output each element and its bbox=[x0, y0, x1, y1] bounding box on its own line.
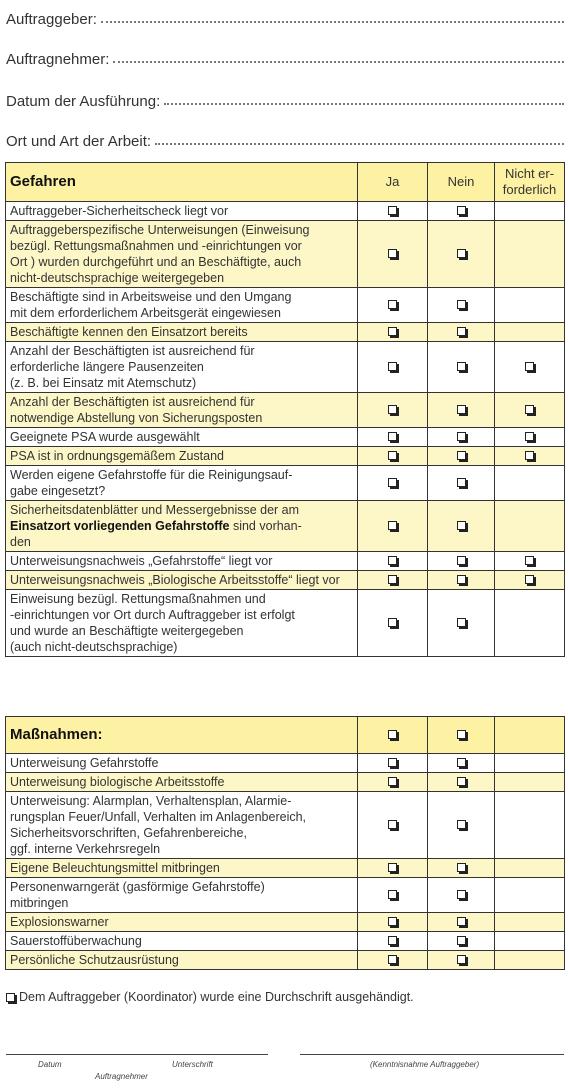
checkbox-nicht-erforderlich[interactable] bbox=[495, 447, 565, 466]
row-label bbox=[6, 428, 358, 447]
row-text-line: Beschäftigte sind in Arbeitsweise und den Umgang bbox=[10, 290, 292, 304]
row-text-line: bezügl. Rettungsmaßnahmen und -einrichtungen vor bbox=[10, 239, 302, 253]
row-label bbox=[6, 859, 358, 878]
row-text-line: mit dem erforderlichem Arbeitsgerät eingewiesen bbox=[10, 306, 281, 320]
checkbox-ja[interactable] bbox=[358, 501, 428, 552]
row-text-line: notwendige Abstellung von Sicherungsposten bbox=[10, 411, 263, 425]
empty-cell bbox=[495, 754, 565, 773]
gefahren-row bbox=[6, 221, 565, 288]
row-text-line: mitbringen bbox=[10, 896, 69, 910]
col-nicht-erforderlich: Nicht er- forderlich bbox=[495, 163, 565, 202]
row-text-line: Beschäftigte kennen den Einsatzort bereits bbox=[10, 325, 248, 339]
checkbox-nein[interactable] bbox=[428, 202, 495, 221]
row-label bbox=[6, 393, 358, 428]
row-text-line: den bbox=[10, 535, 31, 549]
row-label bbox=[6, 323, 358, 342]
checkbox-nein[interactable] bbox=[428, 878, 495, 913]
checkbox-icon[interactable] bbox=[388, 777, 397, 786]
empty-cell bbox=[495, 466, 565, 501]
checkbox-icon[interactable] bbox=[525, 362, 534, 371]
checkbox-icon[interactable] bbox=[457, 327, 466, 336]
gefahren-body bbox=[6, 202, 565, 657]
label-auftragnehmer: Auftragnehmer bbox=[95, 1072, 148, 1081]
row-text-line: Unterweisung biologische Arbeitsstoffe bbox=[10, 775, 225, 789]
empty-cell bbox=[495, 773, 565, 792]
label-datum: Datum bbox=[38, 1060, 62, 1069]
dotted-line bbox=[101, 20, 564, 23]
checkbox-nein[interactable] bbox=[428, 754, 495, 773]
checkbox-nein[interactable] bbox=[428, 221, 495, 288]
checkbox-icon[interactable] bbox=[525, 432, 534, 441]
checkbox-icon[interactable] bbox=[388, 820, 397, 829]
dotted-line bbox=[164, 102, 564, 105]
checkbox-icon[interactable] bbox=[457, 863, 466, 872]
gefahren-row bbox=[6, 447, 565, 466]
checkbox-ja[interactable] bbox=[358, 393, 428, 428]
row-text-line: (auch nicht-deutschsprachige) bbox=[10, 640, 178, 654]
gefahren-row bbox=[6, 202, 565, 221]
massnahmen-row bbox=[6, 878, 565, 913]
checkbox-ja[interactable] bbox=[358, 590, 428, 657]
massnahmen-header-row bbox=[6, 717, 565, 754]
row-text-line: Unterweisungsnachweis „Biologische Arbeitsstoffe“ liegt vor bbox=[10, 573, 340, 587]
row-text-line: Personenwarngerät (gasförmige Gefahrstoffe) bbox=[10, 880, 265, 894]
checkbox-nein[interactable] bbox=[428, 501, 495, 552]
checkbox-icon[interactable] bbox=[388, 575, 397, 584]
empty-cell bbox=[495, 590, 565, 657]
empty-cell bbox=[495, 792, 565, 859]
row-text-line: Unterweisung Gefahrstoffe bbox=[10, 756, 159, 770]
signature-line-auftragnehmer bbox=[6, 1054, 268, 1055]
gefahren-header-row bbox=[6, 163, 565, 202]
checkbox-nein[interactable] bbox=[428, 571, 495, 590]
checkbox-nein[interactable] bbox=[428, 773, 495, 792]
checkbox-nicht-erforderlich[interactable] bbox=[495, 428, 565, 447]
gefahren-row bbox=[6, 428, 565, 447]
checkbox-nein[interactable] bbox=[428, 792, 495, 859]
checkbox-nein[interactable] bbox=[428, 932, 495, 951]
dotted-line bbox=[155, 142, 564, 145]
checkbox-nicht-erforderlich[interactable] bbox=[495, 393, 565, 428]
checkbox-nein[interactable] bbox=[428, 859, 495, 878]
checkbox-ja[interactable] bbox=[358, 552, 428, 571]
checkbox-nicht-erforderlich[interactable] bbox=[495, 571, 565, 590]
checkbox-nicht-erforderlich[interactable] bbox=[495, 552, 565, 571]
checkbox-icon[interactable] bbox=[388, 206, 397, 215]
checkbox-icon[interactable] bbox=[388, 300, 397, 309]
checkbox-ja[interactable] bbox=[358, 951, 428, 970]
checkbox-icon[interactable] bbox=[388, 249, 397, 258]
checkbox-nein[interactable] bbox=[428, 342, 495, 393]
checkbox-ja[interactable] bbox=[358, 202, 428, 221]
row-label bbox=[6, 571, 358, 590]
row-label bbox=[6, 913, 358, 932]
checkbox-icon[interactable] bbox=[388, 432, 397, 441]
checkbox-durchschrift[interactable] bbox=[6, 993, 15, 1002]
checkbox-icon[interactable] bbox=[457, 300, 466, 309]
checkbox-icon[interactable] bbox=[525, 556, 534, 565]
checkbox-icon[interactable] bbox=[457, 777, 466, 786]
row-label bbox=[6, 590, 358, 657]
checkbox-icon[interactable] bbox=[457, 249, 466, 258]
label-kenntnisnahme: (Kenntnisnahme Auftraggeber) bbox=[370, 1060, 480, 1069]
checkbox-icon[interactable] bbox=[457, 478, 466, 487]
checkbox-ja[interactable] bbox=[358, 288, 428, 323]
checkbox-icon[interactable] bbox=[388, 890, 397, 899]
empty-cell bbox=[495, 717, 565, 754]
empty-cell bbox=[495, 221, 565, 288]
checkbox-nein[interactable] bbox=[428, 590, 495, 657]
checkbox-icon[interactable] bbox=[457, 758, 466, 767]
row-label bbox=[6, 552, 358, 571]
checkbox-ja[interactable] bbox=[358, 447, 428, 466]
checkbox-nein[interactable] bbox=[428, 428, 495, 447]
checkbox-nein[interactable] bbox=[428, 447, 495, 466]
row-label bbox=[6, 792, 358, 859]
col-nein: Nein bbox=[428, 163, 495, 202]
checkbox-icon[interactable] bbox=[457, 955, 466, 964]
copy-note bbox=[6, 990, 562, 1004]
massnahmen-row bbox=[6, 859, 565, 878]
col-ja: Ja bbox=[358, 163, 428, 202]
checkbox-icon[interactable] bbox=[388, 936, 397, 945]
checkbox-icon[interactable] bbox=[388, 618, 397, 627]
gefahren-row bbox=[6, 501, 565, 552]
checkbox-icon[interactable] bbox=[388, 521, 397, 530]
row-label bbox=[6, 288, 358, 323]
checkbox-nein[interactable] bbox=[428, 288, 495, 323]
checkbox-ja[interactable] bbox=[358, 913, 428, 932]
checkbox-nicht-erforderlich[interactable] bbox=[495, 342, 565, 393]
checkbox-icon[interactable] bbox=[457, 362, 466, 371]
row-label bbox=[6, 501, 358, 552]
row-label bbox=[6, 221, 358, 288]
checkbox-icon[interactable] bbox=[388, 327, 397, 336]
checkbox-icon[interactable] bbox=[457, 432, 466, 441]
row-text-line: Auftraggeber-Sicherheitscheck liegt vor bbox=[10, 204, 229, 218]
row-text-line: rungsplan Feuer/Unfall, Verhalten im Anlagenbereich, bbox=[10, 810, 307, 824]
row-text-bold: Einsatzort vorliegenden Gefahrstoffe bbox=[10, 519, 230, 533]
massnahmen-row bbox=[6, 913, 565, 932]
checkbox-ja[interactable] bbox=[358, 859, 428, 878]
row-text-line: Unterweisung: Alarmplan, Verhaltensplan, Alarmie- bbox=[10, 794, 292, 808]
gefahren-row bbox=[6, 466, 565, 501]
row-label bbox=[6, 951, 358, 970]
checkbox-icon[interactable] bbox=[457, 206, 466, 215]
row-text-line: Sicherheitsdatenblätter und Messergebnisse der am bbox=[10, 503, 300, 517]
checkbox-ja[interactable] bbox=[358, 428, 428, 447]
checkbox-ja[interactable] bbox=[358, 466, 428, 501]
row-label bbox=[6, 754, 358, 773]
checkbox-nein[interactable] bbox=[428, 393, 495, 428]
massnahmen-row bbox=[6, 754, 565, 773]
checkbox-ja[interactable] bbox=[358, 221, 428, 288]
checkbox-ja[interactable] bbox=[358, 878, 428, 913]
row-text-line: Geeignete PSA wurde ausgewählt bbox=[10, 430, 200, 444]
checkbox-icon[interactable] bbox=[457, 890, 466, 899]
gefahren-title: Gefahren bbox=[6, 163, 358, 202]
row-text-line: -einrichtungen vor Ort durch Auftraggeber ist erfolgt bbox=[10, 608, 295, 622]
checkbox-icon[interactable] bbox=[457, 556, 466, 565]
gefahren-row bbox=[6, 288, 565, 323]
row-label bbox=[6, 342, 358, 393]
checkbox-nein[interactable] bbox=[428, 323, 495, 342]
checkbox-icon[interactable] bbox=[457, 618, 466, 627]
checkbox-icon[interactable] bbox=[388, 405, 397, 414]
checkbox-ja[interactable] bbox=[358, 571, 428, 590]
checkbox-icon[interactable] bbox=[457, 521, 466, 530]
empty-cell bbox=[495, 913, 565, 932]
checkbox-icon[interactable] bbox=[525, 575, 534, 584]
gefahren-row bbox=[6, 323, 565, 342]
row-text-line: (z. B. bei Einsatz mit Atemschutz) bbox=[10, 376, 197, 390]
field-label: Auftragnehmer: bbox=[6, 51, 110, 68]
checkbox-icon[interactable] bbox=[457, 917, 466, 926]
row-text-line: PSA ist in ordnungsgemäßem Zustand bbox=[10, 449, 225, 463]
gefahren-row bbox=[6, 552, 565, 571]
gefahren-row bbox=[6, 342, 565, 393]
massnahmen-title: Maßnahmen: bbox=[6, 717, 358, 754]
row-text-line: Sauerstoffüberwachung bbox=[10, 934, 142, 948]
row-label bbox=[6, 447, 358, 466]
row-text-line: Einweisung bezügl. Rettungsmaßnahmen und bbox=[10, 592, 266, 606]
row-label bbox=[6, 466, 358, 501]
checkbox-nein[interactable] bbox=[428, 951, 495, 970]
signature-line-auftraggeber bbox=[300, 1054, 564, 1055]
field-auftraggeber[interactable] bbox=[6, 0, 564, 28]
empty-cell bbox=[495, 878, 565, 913]
empty-cell bbox=[495, 859, 565, 878]
label-unterschrift: Unterschrift bbox=[172, 1060, 213, 1069]
gefahren-row bbox=[6, 393, 565, 428]
row-text-line: sind vorhan- bbox=[229, 519, 302, 533]
checkbox-icon[interactable] bbox=[388, 955, 397, 964]
row-text-line: Persönliche Schutzausrüstung bbox=[10, 953, 179, 967]
row-label bbox=[6, 202, 358, 221]
gefahren-row bbox=[6, 571, 565, 590]
empty-cell bbox=[495, 951, 565, 970]
checkbox-nein[interactable] bbox=[428, 552, 495, 571]
row-text-line: Anzahl der Beschäftigten ist ausreichend für bbox=[10, 395, 255, 409]
checkbox-ja[interactable] bbox=[358, 323, 428, 342]
checkbox-icon[interactable] bbox=[388, 758, 397, 767]
empty-cell bbox=[495, 202, 565, 221]
copy-note-text: Dem Auftraggeber (Koordinator) wurde eine Durchschrift ausgehändigt. bbox=[19, 990, 414, 1004]
checkbox-nein[interactable] bbox=[428, 466, 495, 501]
row-text-line: Anzahl der Beschäftigten ist ausreichend für bbox=[10, 344, 255, 358]
checkbox-icon[interactable] bbox=[388, 863, 397, 872]
row-text-line: Ort ) wurden durchgeführt und an Beschäftigte, auch bbox=[10, 255, 302, 269]
field-label: Auftraggeber: bbox=[6, 11, 97, 28]
checkbox-icon[interactable] bbox=[457, 936, 466, 945]
field-label: Datum der Ausführung: bbox=[6, 93, 161, 110]
row-label bbox=[6, 932, 358, 951]
row-text-line: nicht-deutschsprachige weitergegeben bbox=[10, 271, 225, 285]
row-text-line: Unterweisungsnachweis „Gefahrstoffe“ liegt vor bbox=[10, 554, 273, 568]
checkbox-icon[interactable] bbox=[525, 405, 534, 414]
checkbox-icon[interactable] bbox=[388, 917, 397, 926]
checkbox-nein[interactable] bbox=[428, 717, 495, 754]
checkbox-ja[interactable] bbox=[358, 754, 428, 773]
row-text-line: gabe eingesetzt? bbox=[10, 484, 106, 498]
checkbox-icon[interactable] bbox=[388, 362, 397, 371]
massnahmen-table bbox=[5, 716, 565, 970]
field-auftragnehmer[interactable] bbox=[6, 40, 564, 68]
massnahmen-row bbox=[6, 951, 565, 970]
checkbox-icon[interactable] bbox=[457, 820, 466, 829]
massnahmen-row bbox=[6, 792, 565, 859]
field-ort-art[interactable] bbox=[6, 122, 564, 150]
empty-cell bbox=[495, 323, 565, 342]
row-text-line: Auftraggeberspezifische Unterweisungen (Einweisung bbox=[10, 223, 310, 237]
massnahmen-row bbox=[6, 773, 565, 792]
row-text-line: ggf. interne Verkehrsregeln bbox=[10, 842, 161, 856]
checkbox-nein[interactable] bbox=[428, 913, 495, 932]
massnahmen-body bbox=[6, 754, 565, 970]
checkbox-icon[interactable] bbox=[525, 451, 534, 460]
row-text-line: und wurde an Beschäftigte weitergegeben bbox=[10, 624, 244, 638]
checkbox-ja[interactable] bbox=[358, 773, 428, 792]
row-text-line: erforderliche längere Pausenzeiten bbox=[10, 360, 204, 374]
gefahren-table bbox=[5, 162, 565, 657]
field-datum[interactable] bbox=[6, 82, 564, 110]
checkbox-ja[interactable] bbox=[358, 932, 428, 951]
checkbox-icon[interactable] bbox=[388, 478, 397, 487]
checkbox-ja[interactable] bbox=[358, 342, 428, 393]
row-text-line: Explosionswarner bbox=[10, 915, 109, 929]
massnahmen-row bbox=[6, 932, 565, 951]
checkbox-icon[interactable] bbox=[388, 556, 397, 565]
checkbox-icon[interactable] bbox=[388, 451, 397, 460]
row-text-line: Eigene Beleuchtungsmittel mitbringen bbox=[10, 861, 220, 875]
field-label: Ort und Art der Arbeit: bbox=[6, 133, 152, 150]
row-text-line: Sicherheitsvorschriften, Gefahrenbereiche, bbox=[10, 826, 247, 840]
empty-cell bbox=[495, 501, 565, 552]
dotted-line bbox=[113, 60, 564, 63]
empty-cell bbox=[495, 288, 565, 323]
gefahren-row bbox=[6, 590, 565, 657]
empty-cell bbox=[495, 932, 565, 951]
checkbox-icon[interactable] bbox=[457, 575, 466, 584]
checkbox-ja[interactable] bbox=[358, 792, 428, 859]
row-label bbox=[6, 878, 358, 913]
row-text-line: Werden eigene Gefahrstoffe für die Reinigungsauf- bbox=[10, 468, 293, 482]
checkbox-ja[interactable] bbox=[358, 717, 428, 754]
checkbox-icon[interactable] bbox=[457, 451, 466, 460]
checkbox-icon[interactable] bbox=[457, 405, 466, 414]
row-label bbox=[6, 773, 358, 792]
